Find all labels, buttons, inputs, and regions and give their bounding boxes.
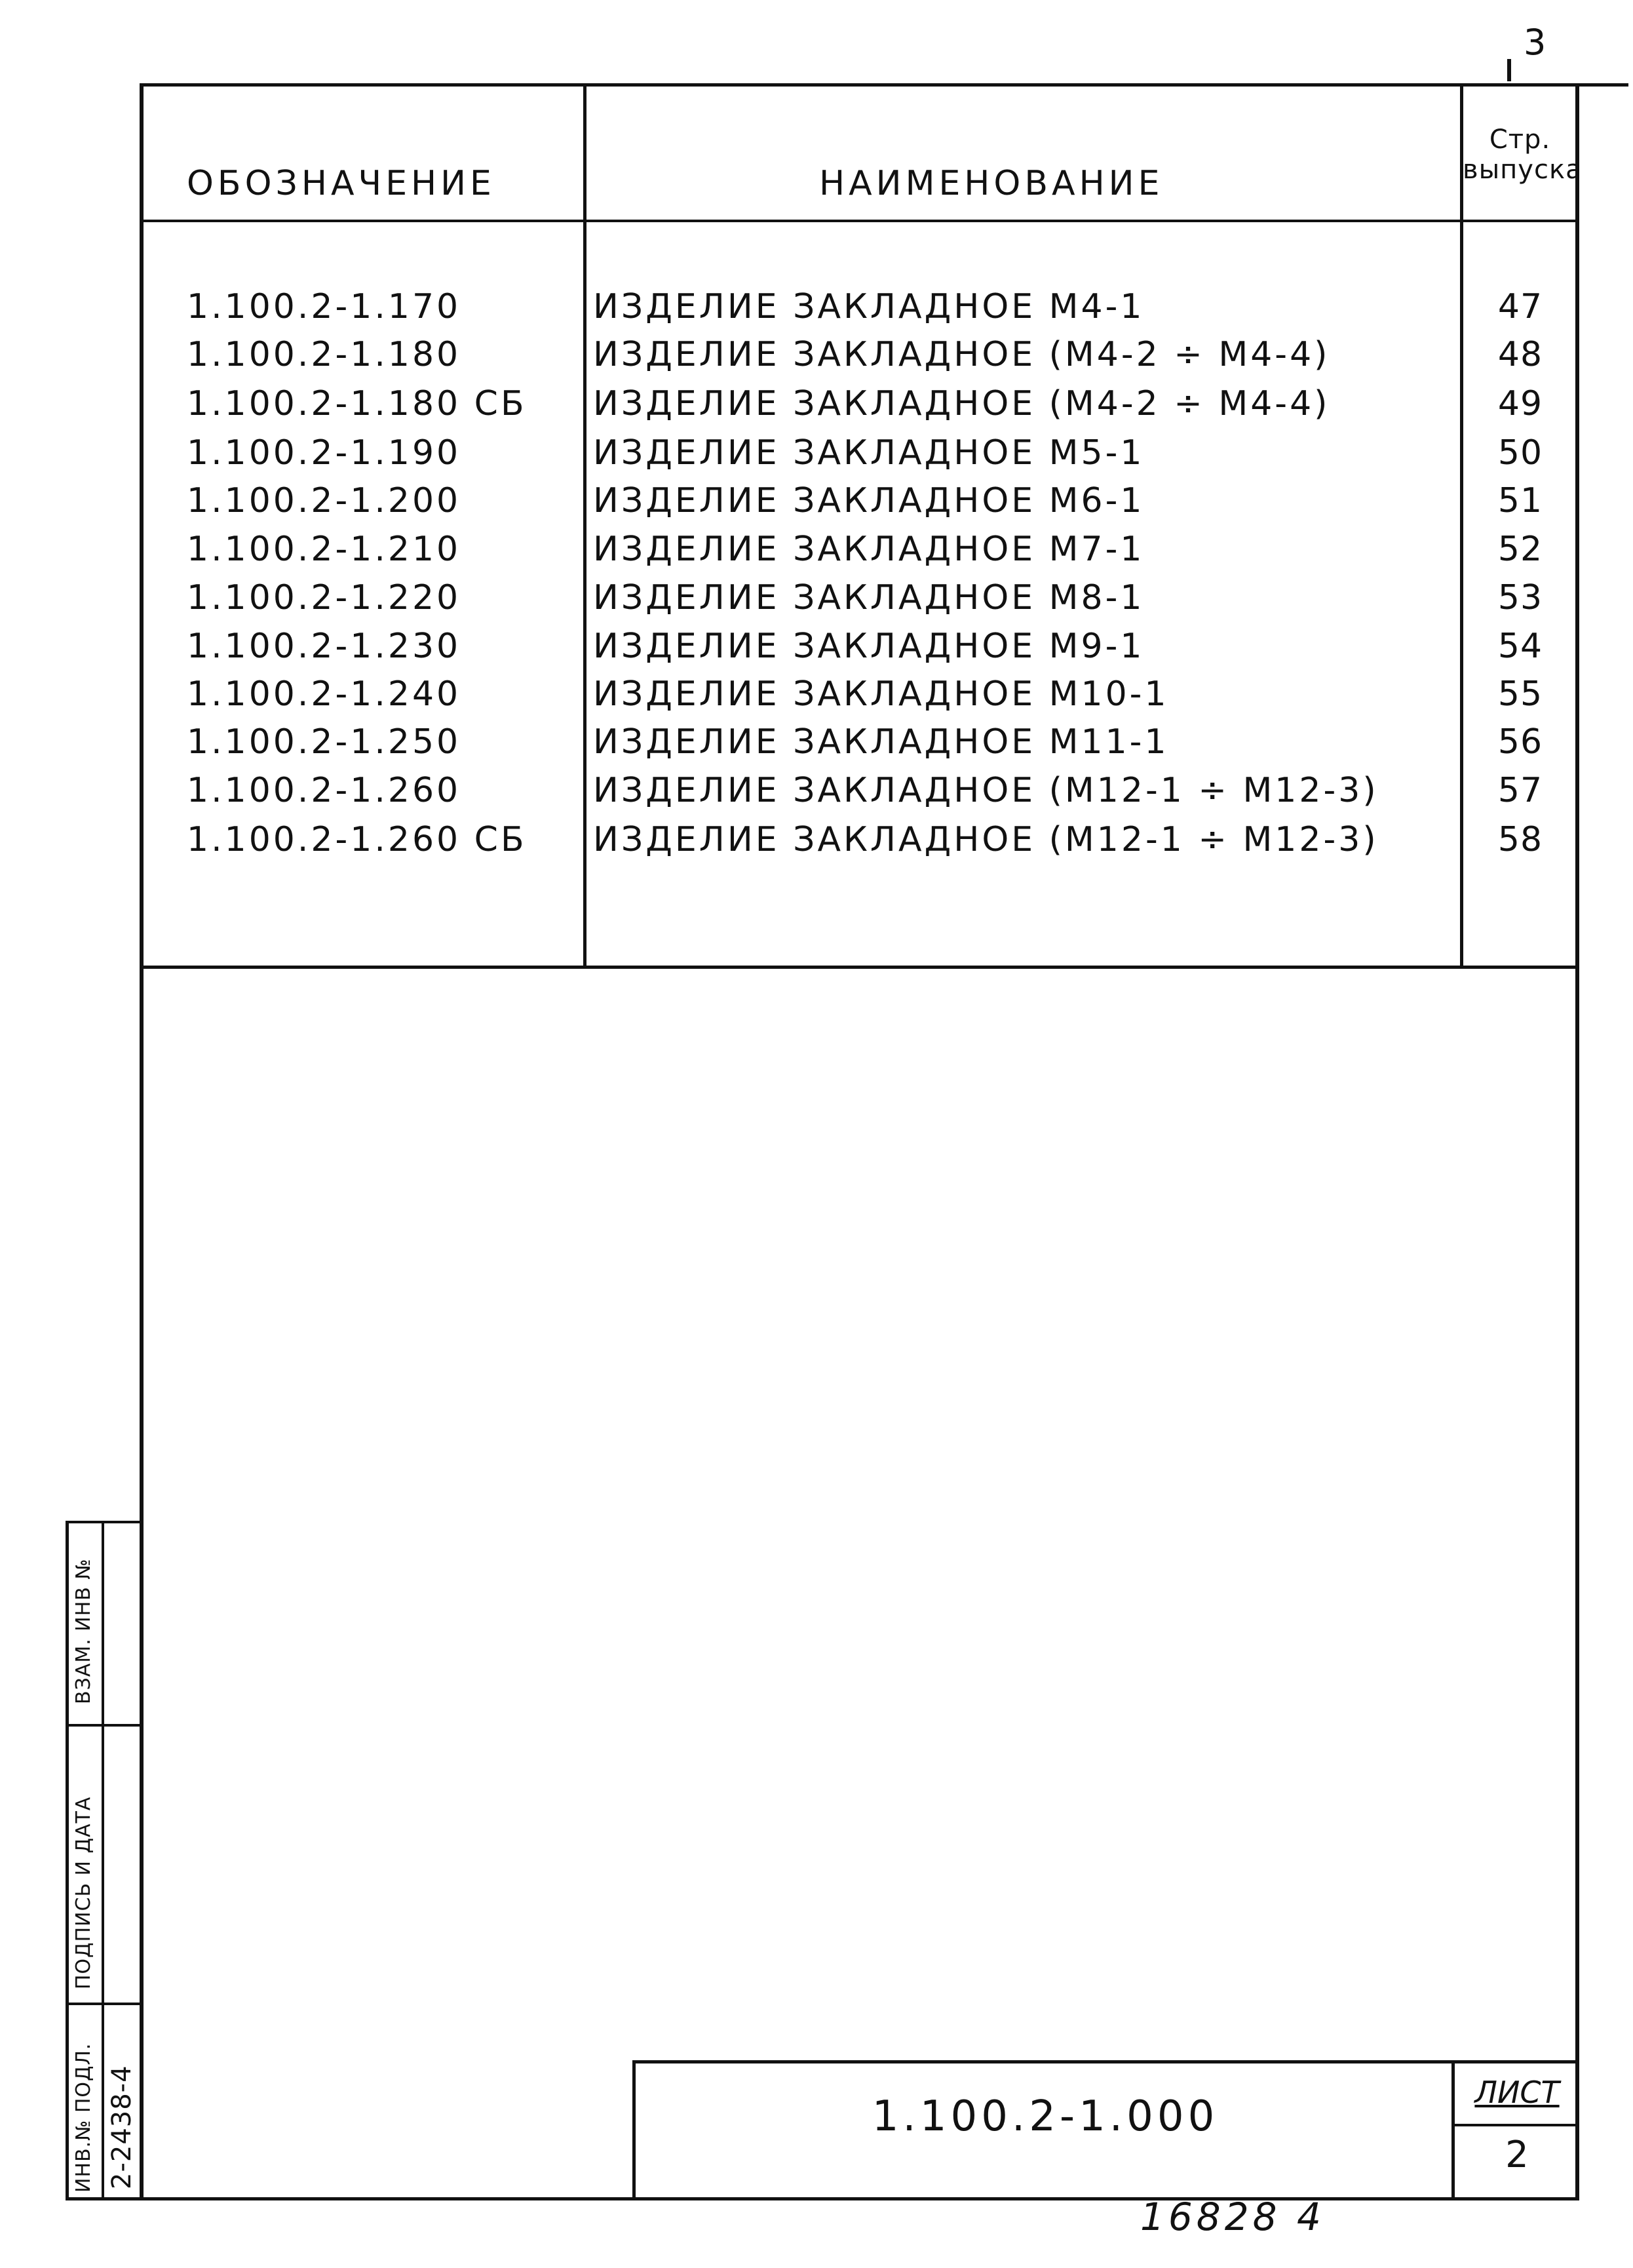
row-code: 1.100.2-1.260: [187, 771, 461, 810]
row-code: 1.100.2-1.170: [187, 287, 461, 326]
frame-bottom: [66, 2197, 1579, 2200]
row-code: 1.100.2-1.190: [187, 433, 461, 473]
row-page: 57: [1497, 771, 1543, 810]
row-page: 50: [1497, 433, 1543, 473]
side-stamp-sign-label: ПОДПИСЬ И ДАТА: [72, 1796, 95, 1989]
row-name: ИЗДЕЛИЕ ЗАКЛАДНОЕ М4-1: [593, 287, 1145, 326]
title-block-sheet-separator: [1451, 2124, 1579, 2126]
row-name: ИЗДЕЛИЕ ЗАКЛАДНОЕ М6-1: [593, 481, 1145, 520]
row-page: 52: [1497, 530, 1543, 569]
row-code: 1.100.2-1.260 СБ: [187, 820, 527, 859]
row-code: 1.100.2-1.230: [187, 627, 461, 666]
sheet-label: ЛИСТ: [1474, 2075, 1560, 2110]
row-page: 48: [1497, 335, 1543, 374]
row-name: ИЗДЕЛИЕ ЗАКЛАДНОЕ (М12-1 ÷ М12-3): [593, 771, 1379, 810]
page-number-tick: [1507, 59, 1511, 81]
header-page-line2: выпуска: [1463, 155, 1583, 185]
row-page: 49: [1497, 384, 1543, 423]
archive-number: 16828 4: [1140, 2195, 1325, 2239]
row-name: ИЗДЕЛИЕ ЗАКЛАДНОЕ (М4-2 ÷ М4-4): [593, 335, 1330, 374]
row-page: 58: [1497, 820, 1543, 859]
frame-right: [1575, 83, 1579, 2200]
row-page: 55: [1497, 675, 1543, 714]
row-code: 1.100.2-1.250: [187, 722, 461, 762]
row-code: 1.100.2-1.240: [187, 675, 461, 714]
header-bottom-line: [141, 220, 1577, 222]
side-stamp-separator-1: [66, 1724, 141, 1727]
side-stamp-inner-divider: [102, 1521, 104, 2200]
header-page-line1: Стр.: [1489, 125, 1551, 155]
side-stamp-inv-label: ИНВ.№ ПОДЛ.: [72, 2043, 95, 2193]
row-code: 1.100.2-1.180 СБ: [187, 384, 527, 423]
sheet-number: 2: [1505, 2134, 1529, 2176]
row-page: 56: [1497, 722, 1543, 762]
row-code: 1.100.2-1.220: [187, 578, 461, 617]
document-code: 1.100.2-1.000: [872, 2092, 1219, 2141]
row-code: 1.100.2-1.180: [187, 335, 461, 374]
corner-page-number: 3: [1524, 22, 1547, 63]
side-stamp-separator-2: [66, 2003, 141, 2005]
frame-top: [141, 83, 1628, 87]
column-divider-1: [583, 85, 586, 967]
row-name: ИЗДЕЛИЕ ЗАКЛАДНОЕ М11-1: [593, 722, 1169, 762]
table-bottom-line: [141, 966, 1577, 969]
row-code: 1.100.2-1.210: [187, 530, 461, 569]
title-block-top: [632, 2060, 1579, 2063]
column-divider-2: [1460, 85, 1463, 967]
row-code: 1.100.2-1.200: [187, 481, 461, 520]
row-name: ИЗДЕЛИЕ ЗАКЛАДНОЕ М10-1: [593, 675, 1169, 714]
side-stamp-replace-label: ВЗАМ. ИНВ №: [72, 1558, 95, 1704]
row-name: ИЗДЕЛИЕ ЗАКЛАДНОЕ М5-1: [593, 433, 1145, 473]
header-page: [1463, 125, 1583, 185]
row-page: 53: [1497, 578, 1543, 617]
row-name: ИЗДЕЛИЕ ЗАКЛАДНОЕ М9-1: [593, 627, 1145, 666]
row-page: 51: [1497, 481, 1543, 520]
row-name: ИЗДЕЛИЕ ЗАКЛАДНОЕ (М4-2 ÷ М4-4): [593, 384, 1330, 423]
row-name: ИЗДЕЛИЕ ЗАКЛАДНОЕ (М12-1 ÷ М12-3): [593, 820, 1379, 859]
side-stamp-outer-left: [66, 1521, 69, 2200]
header-name: НАИМЕНОВАНИЕ: [819, 164, 1164, 203]
side-stamp-inv-value: 2-2438-4: [107, 2065, 137, 2189]
header-designation: ОБОЗНАЧЕНИЕ: [187, 164, 495, 203]
row-name: ИЗДЕЛИЕ ЗАКЛАДНОЕ М8-1: [593, 578, 1145, 617]
side-stamp-top: [66, 1521, 141, 1523]
frame-left: [140, 83, 144, 2200]
row-page: 54: [1497, 627, 1543, 666]
row-page: 47: [1497, 287, 1543, 326]
row-name: ИЗДЕЛИЕ ЗАКЛАДНОЕ М7-1: [593, 530, 1145, 569]
